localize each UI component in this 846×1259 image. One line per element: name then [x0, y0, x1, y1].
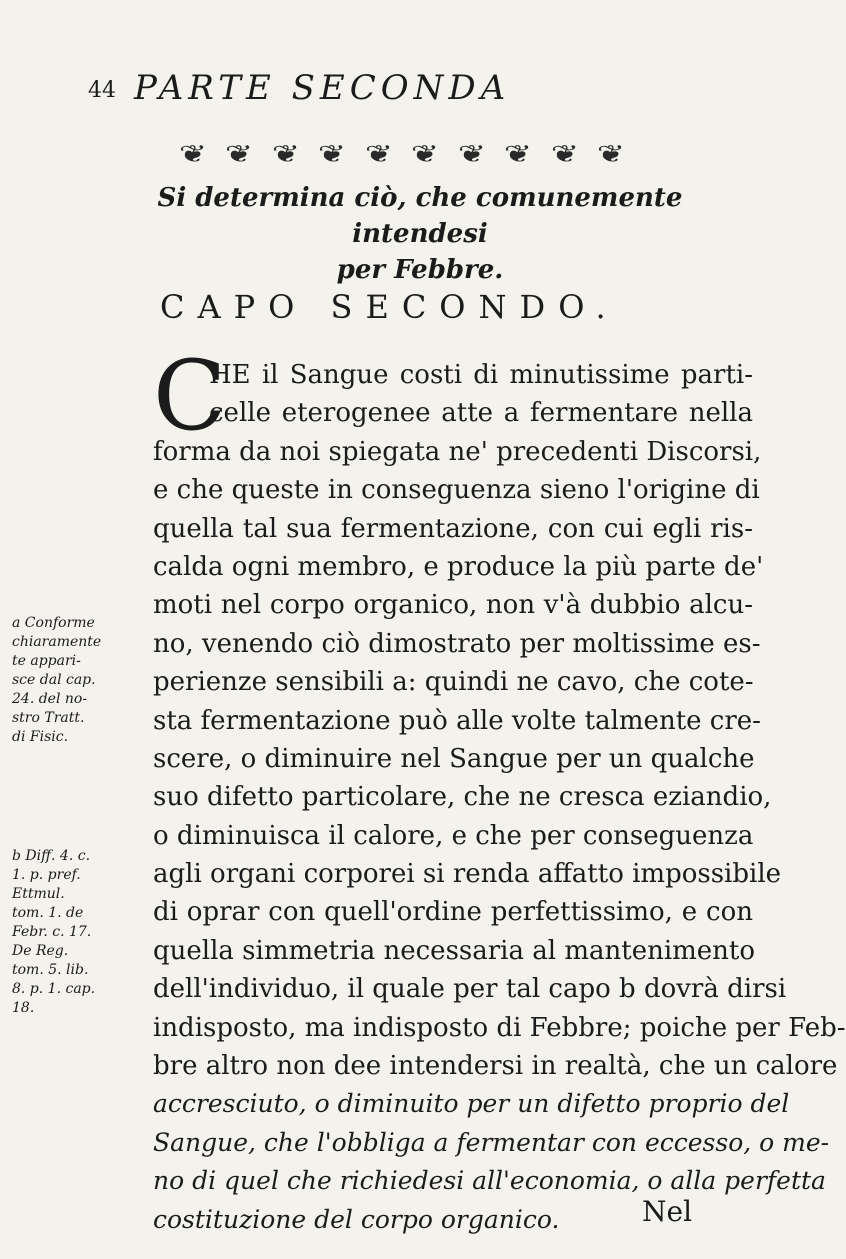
text-line: scere, o diminuire nel Sangue per un qualche: [153, 743, 755, 774]
text-line: moti nel corpo organico, non v'à dubbio alcu-: [153, 590, 753, 621]
drop-cap: C: [153, 340, 227, 452]
subtitle-line: per Febbre.: [336, 255, 504, 285]
chapter-heading: CAPO SECONDO.: [160, 288, 619, 326]
margin-note-line: a Conforme: [12, 615, 95, 631]
text-line: agli organi corporei si renda affatto impossibile: [153, 859, 782, 890]
subtitle-line: Si determina ciò, che comunemente intendesi: [157, 183, 683, 249]
ornament-glyph: ❦: [550, 140, 579, 168]
text-line: calda ogni membro, e produce la più parte de': [153, 551, 764, 582]
text-line: suo difetto particolare, che ne cresca eziandio,: [153, 782, 772, 813]
margin-note-line: te appari-: [12, 653, 81, 669]
text-line: dell'individuo, il quale per tal capo b dovrà dirsi: [153, 974, 787, 1005]
text-line: perienze sensibili a: quindi ne cavo, che cote-: [153, 667, 754, 698]
text-line: quella simmetria necessaria al mantenimento: [153, 935, 756, 966]
text-line: indisposto, ma indisposto di Febbre; poiche per Feb-: [153, 1012, 846, 1043]
text-line: accresciuto, o diminuito per un difetto proprio del: [153, 1089, 790, 1119]
ornament-glyph: ❦: [411, 140, 440, 168]
margin-note-line: 8. p. 1. cap.: [12, 981, 96, 997]
margin-note-line: 18.: [12, 1000, 35, 1016]
ornament-glyph: ❦: [318, 140, 347, 168]
ornament-glyph: ❦: [225, 140, 254, 168]
text-line: quella tal sua fermentazione, con cui egli ris-: [153, 513, 753, 544]
text-line: HE il Sangue costi di minutissime parti-: [209, 360, 753, 390]
page-number: 44: [88, 78, 116, 103]
running-title: PARTE SECONDA: [134, 68, 511, 108]
text-line: costituzione del corpo organico.: [153, 1204, 560, 1234]
margin-note-line: b Diff. 4. c.: [12, 848, 91, 864]
section-subtitle: [140, 180, 700, 288]
text-line: sta fermentazione può alle volte talmente cre-: [153, 705, 761, 736]
margin-note-line: di Fisic.: [12, 729, 69, 745]
text-line: celle eterogenee atte a fermentare nella: [209, 398, 753, 429]
ornament-glyph: ❦: [596, 140, 626, 168]
margin-note-line: sce dal cap.: [12, 672, 96, 688]
ornament-glyph: ❦: [271, 140, 300, 168]
catchword: Nel: [642, 1195, 693, 1228]
body-text: [153, 356, 846, 1239]
text-line: no, venendo ciò dimostrato per moltissime es-: [153, 628, 761, 659]
margin-note-line: 24. del no-: [12, 691, 88, 707]
text-line: e che queste in conseguenza sieno l'origine di: [153, 475, 760, 506]
margin-note-a: [12, 614, 152, 747]
page-header: [88, 68, 708, 118]
margin-note-line: tom. 5. lib.: [12, 962, 89, 978]
ornament-band: [172, 142, 632, 172]
ornament-glyph: ❦: [503, 140, 533, 168]
margin-note-line: stro Tratt.: [12, 710, 85, 726]
margin-note-line: tom. 1. de: [12, 905, 84, 921]
margin-note-line: chiaramente: [12, 634, 102, 650]
margin-note-b: [12, 847, 152, 1018]
ornament-glyph: ❦: [364, 140, 393, 168]
text-line: di oprar con quell'ordine perfettissimo, e con: [153, 897, 753, 928]
margin-note-line: Febr. c. 17.: [12, 924, 92, 940]
ornament-glyph: ❦: [457, 140, 486, 168]
margin-note-line: 1. p. pref.: [12, 867, 81, 883]
text-line: Sangue, che l'obbliga a fermentar con eccesso, o me-: [153, 1127, 830, 1157]
text-line: no di quel che richiedesi all'economia, o alla perfetta: [153, 1166, 826, 1196]
ornament-glyph: ❦: [178, 140, 208, 168]
margin-note-line: De Reg.: [12, 943, 69, 959]
text-line: forma da noi spiegata ne' precedenti Discorsi,: [153, 436, 762, 467]
text-line: o diminuisca il calore, e che per conseguenza: [153, 820, 754, 851]
margin-note-line: Ettmul.: [12, 886, 65, 902]
text-line: bre altro non dee intendersi in realtà, che un calore: [153, 1051, 838, 1082]
